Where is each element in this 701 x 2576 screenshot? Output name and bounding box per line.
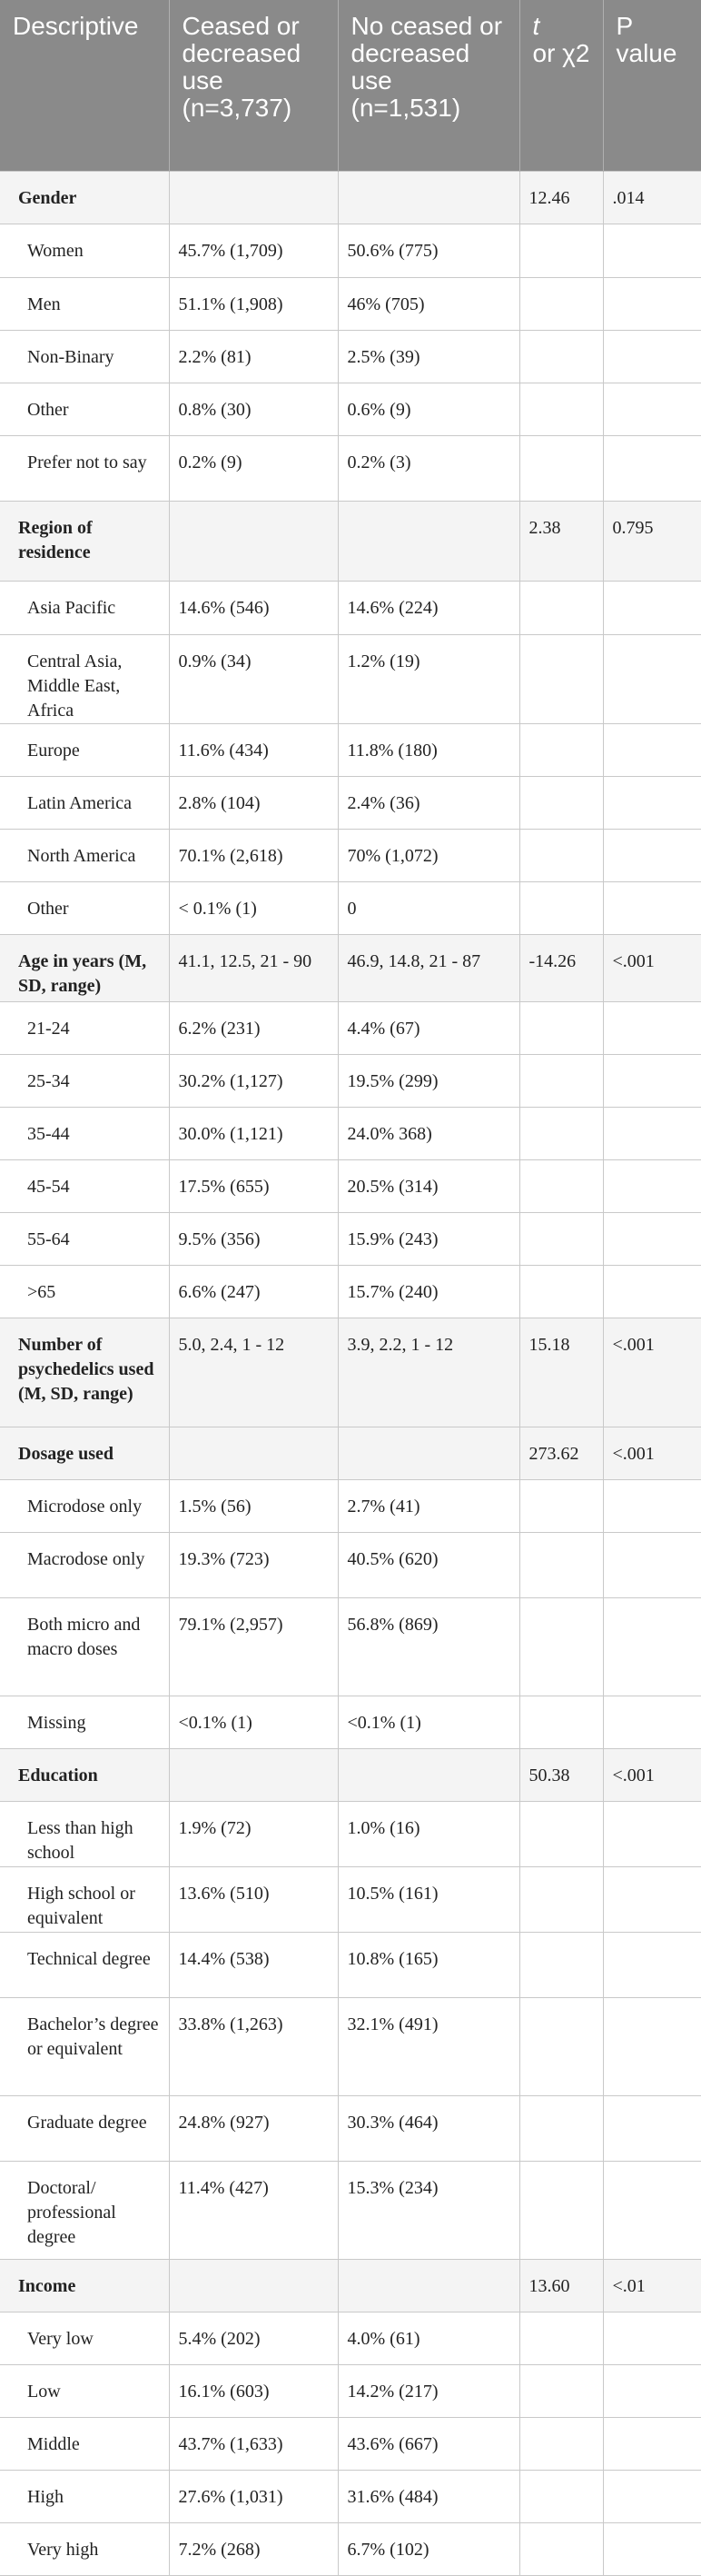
p-value-cell bbox=[603, 2522, 701, 2575]
p-value-cell: <.01 bbox=[603, 2259, 701, 2312]
descriptive-cell: Women bbox=[0, 224, 169, 277]
section-row bbox=[0, 171, 701, 224]
descriptive-cell: Missing bbox=[0, 1696, 169, 1748]
table-row bbox=[0, 224, 701, 277]
table-row bbox=[0, 2417, 701, 2470]
statistic-cell bbox=[519, 330, 603, 383]
ceased-value-cell: 7.2% (268) bbox=[169, 2522, 338, 2575]
no-ceased-value-cell: 2.4% (36) bbox=[338, 776, 519, 829]
p-value-cell bbox=[603, 581, 701, 634]
descriptive-cell: Middle bbox=[0, 2417, 169, 2470]
ceased-value-cell: 2.2% (81) bbox=[169, 330, 338, 383]
ceased-value-cell bbox=[169, 1427, 338, 1479]
descriptive-cell: Low bbox=[0, 2364, 169, 2417]
ceased-value-cell: 1.5% (56) bbox=[169, 1479, 338, 1532]
table-row bbox=[0, 2312, 701, 2364]
ceased-value-cell: 0.2% (9) bbox=[169, 435, 338, 501]
statistic-cell bbox=[519, 2470, 603, 2522]
ceased-value-cell: 79.1% (2,957) bbox=[169, 1597, 338, 1696]
ceased-value-cell: < 0.1% (1) bbox=[169, 881, 338, 934]
statistic-cell bbox=[519, 1212, 603, 1265]
statistic-cell bbox=[519, 2312, 603, 2364]
table-row bbox=[0, 383, 701, 435]
p-value-cell bbox=[603, 634, 701, 723]
descriptive-cell: 35-44 bbox=[0, 1107, 169, 1159]
table-body bbox=[0, 171, 701, 2575]
p-value-cell bbox=[603, 2161, 701, 2259]
statistic-cell bbox=[519, 277, 603, 330]
p-value-cell bbox=[603, 776, 701, 829]
descriptive-cell: Very high bbox=[0, 2522, 169, 2575]
statistic-cell bbox=[519, 634, 603, 723]
ceased-value-cell: 6.6% (247) bbox=[169, 1265, 338, 1318]
statistic-cell bbox=[519, 2522, 603, 2575]
no-ceased-value-cell: 0.2% (3) bbox=[338, 435, 519, 501]
descriptive-cell: 25-34 bbox=[0, 1054, 169, 1107]
p-value-cell bbox=[603, 1265, 701, 1318]
table-row bbox=[0, 1696, 701, 1748]
statistic-cell bbox=[519, 2095, 603, 2161]
statistic-cell bbox=[519, 435, 603, 501]
table-row bbox=[0, 1265, 701, 1318]
descriptive-cell: Asia Pacific bbox=[0, 581, 169, 634]
statistic-cell bbox=[519, 1997, 603, 2095]
ceased-value-cell: 9.5% (356) bbox=[169, 1212, 338, 1265]
p-value-cell bbox=[603, 383, 701, 435]
p-value-cell bbox=[603, 1532, 701, 1597]
statistic-cell: 13.60 bbox=[519, 2259, 603, 2312]
p-value-cell bbox=[603, 277, 701, 330]
section-row bbox=[0, 2259, 701, 2312]
ceased-value-cell: 41.1, 12.5, 21 - 90 bbox=[169, 934, 338, 1001]
header-t: t bbox=[532, 12, 540, 40]
header-descriptive: Descriptive bbox=[0, 0, 169, 171]
table-row bbox=[0, 634, 701, 723]
descriptive-cell: Technical degree bbox=[0, 1932, 169, 1997]
descriptive-cell: Graduate degree bbox=[0, 2095, 169, 2161]
no-ceased-value-cell: 43.6% (667) bbox=[338, 2417, 519, 2470]
no-ceased-value-cell: 15.9% (243) bbox=[338, 1212, 519, 1265]
no-ceased-value-cell: 15.3% (234) bbox=[338, 2161, 519, 2259]
table-row bbox=[0, 1801, 701, 1866]
descriptive-cell: Bachelor’s degree or equivalent bbox=[0, 1997, 169, 2095]
no-ceased-value-cell: 2.5% (39) bbox=[338, 330, 519, 383]
table-row bbox=[0, 829, 701, 881]
statistic-cell bbox=[519, 1932, 603, 1997]
ceased-value-cell bbox=[169, 1748, 338, 1801]
ceased-value-cell: 70.1% (2,618) bbox=[169, 829, 338, 881]
descriptive-cell: Region of residence bbox=[0, 501, 169, 581]
ceased-value-cell: 16.1% (603) bbox=[169, 2364, 338, 2417]
no-ceased-value-cell bbox=[338, 2259, 519, 2312]
ceased-value-cell: 17.5% (655) bbox=[169, 1159, 338, 1212]
ceased-value-cell: 30.0% (1,121) bbox=[169, 1107, 338, 1159]
statistic-cell bbox=[519, 1159, 603, 1212]
descriptive-cell: Dosage used bbox=[0, 1427, 169, 1479]
no-ceased-value-cell: 0.6% (9) bbox=[338, 383, 519, 435]
header-test-statistic bbox=[519, 0, 603, 171]
statistic-cell: 273.62 bbox=[519, 1427, 603, 1479]
ceased-value-cell: 24.8% (927) bbox=[169, 2095, 338, 2161]
ceased-value-cell: 19.3% (723) bbox=[169, 1532, 338, 1597]
no-ceased-value-cell: 31.6% (484) bbox=[338, 2470, 519, 2522]
no-ceased-value-cell: 3.9, 2.2, 1 - 12 bbox=[338, 1318, 519, 1427]
table-row bbox=[0, 1532, 701, 1597]
statistic-cell bbox=[519, 1532, 603, 1597]
section-row bbox=[0, 1318, 701, 1427]
no-ceased-value-cell: 46.9, 14.8, 21 - 87 bbox=[338, 934, 519, 1001]
p-value-cell bbox=[603, 435, 701, 501]
descriptive-cell: Latin America bbox=[0, 776, 169, 829]
descriptive-cell: >65 bbox=[0, 1265, 169, 1318]
p-value-cell: <.001 bbox=[603, 1748, 701, 1801]
statistic-cell bbox=[519, 1801, 603, 1866]
no-ceased-value-cell: 32.1% (491) bbox=[338, 1997, 519, 2095]
descriptive-cell: Other bbox=[0, 383, 169, 435]
ceased-value-cell: 5.0, 2.4, 1 - 12 bbox=[169, 1318, 338, 1427]
ceased-value-cell bbox=[169, 171, 338, 224]
table-row bbox=[0, 277, 701, 330]
p-value-cell bbox=[603, 2312, 701, 2364]
descriptive-cell: Age in years (M, SD, range) bbox=[0, 934, 169, 1001]
no-ceased-value-cell: 30.3% (464) bbox=[338, 2095, 519, 2161]
ceased-value-cell: 13.6% (510) bbox=[169, 1866, 338, 1932]
descriptive-cell: 55-64 bbox=[0, 1212, 169, 1265]
statistic-cell bbox=[519, 581, 603, 634]
descriptive-cell: Doctoral/ professional degree bbox=[0, 2161, 169, 2259]
ceased-value-cell: 33.8% (1,263) bbox=[169, 1997, 338, 2095]
no-ceased-value-cell: 24.0% 368) bbox=[338, 1107, 519, 1159]
table-row bbox=[0, 723, 701, 776]
ceased-value-cell: 45.7% (1,709) bbox=[169, 224, 338, 277]
p-value-cell: .014 bbox=[603, 171, 701, 224]
p-value-cell bbox=[603, 1107, 701, 1159]
descriptive-cell: Europe bbox=[0, 723, 169, 776]
no-ceased-value-cell: 1.0% (16) bbox=[338, 1801, 519, 1866]
statistic-cell: 12.46 bbox=[519, 171, 603, 224]
table-row bbox=[0, 581, 701, 634]
descriptive-cell: Non-Binary bbox=[0, 330, 169, 383]
no-ceased-value-cell: 2.7% (41) bbox=[338, 1479, 519, 1532]
statistic-cell bbox=[519, 2417, 603, 2470]
statistic-cell: 2.38 bbox=[519, 501, 603, 581]
p-value-cell bbox=[603, 1932, 701, 1997]
ceased-value-cell: 14.6% (546) bbox=[169, 581, 338, 634]
p-value-cell bbox=[603, 2470, 701, 2522]
descriptive-cell: High bbox=[0, 2470, 169, 2522]
header-p-value: P value bbox=[603, 0, 701, 171]
table-row bbox=[0, 330, 701, 383]
section-row bbox=[0, 501, 701, 581]
no-ceased-value-cell: 20.5% (314) bbox=[338, 1159, 519, 1212]
statistic-cell: 15.18 bbox=[519, 1318, 603, 1427]
statistic-cell bbox=[519, 224, 603, 277]
table-row bbox=[0, 1054, 701, 1107]
p-value-cell bbox=[603, 1997, 701, 2095]
no-ceased-value-cell: 15.7% (240) bbox=[338, 1265, 519, 1318]
p-value-cell bbox=[603, 2417, 701, 2470]
table-row bbox=[0, 1997, 701, 2095]
p-value-cell: <.001 bbox=[603, 1318, 701, 1427]
statistic-cell bbox=[519, 829, 603, 881]
statistic-cell: 50.38 bbox=[519, 1748, 603, 1801]
ceased-value-cell: 11.4% (427) bbox=[169, 2161, 338, 2259]
no-ceased-value-cell: 4.0% (61) bbox=[338, 2312, 519, 2364]
table-row bbox=[0, 1597, 701, 1696]
no-ceased-value-cell: 10.8% (165) bbox=[338, 1932, 519, 1997]
no-ceased-value-cell bbox=[338, 1748, 519, 1801]
no-ceased-value-cell: 46% (705) bbox=[338, 277, 519, 330]
ceased-value-cell bbox=[169, 501, 338, 581]
header-or-chi: or χ2 bbox=[532, 39, 590, 67]
no-ceased-value-cell: 56.8% (869) bbox=[338, 1597, 519, 1696]
table-row bbox=[0, 2095, 701, 2161]
table-row bbox=[0, 1932, 701, 1997]
p-value-cell bbox=[603, 1597, 701, 1696]
ceased-value-cell: 6.2% (231) bbox=[169, 1001, 338, 1054]
table-row bbox=[0, 776, 701, 829]
no-ceased-value-cell bbox=[338, 1427, 519, 1479]
ceased-value-cell: 0.8% (30) bbox=[169, 383, 338, 435]
statistic-cell bbox=[519, 1001, 603, 1054]
p-value-cell bbox=[603, 224, 701, 277]
ceased-value-cell: 14.4% (538) bbox=[169, 1932, 338, 1997]
descriptive-cell: Microdose only bbox=[0, 1479, 169, 1532]
no-ceased-value-cell: 11.8% (180) bbox=[338, 723, 519, 776]
descriptive-cell: Prefer not to say bbox=[0, 435, 169, 501]
p-value-cell bbox=[603, 2364, 701, 2417]
no-ceased-value-cell: <0.1% (1) bbox=[338, 1696, 519, 1748]
table-header-row bbox=[0, 0, 701, 171]
descriptive-cell: Men bbox=[0, 277, 169, 330]
ceased-value-cell: <0.1% (1) bbox=[169, 1696, 338, 1748]
p-value-cell bbox=[603, 723, 701, 776]
p-value-cell bbox=[603, 330, 701, 383]
descriptive-cell: Education bbox=[0, 1748, 169, 1801]
no-ceased-value-cell: 6.7% (102) bbox=[338, 2522, 519, 2575]
p-value-cell: <.001 bbox=[603, 1427, 701, 1479]
p-value-cell bbox=[603, 1212, 701, 1265]
statistic-cell bbox=[519, 2364, 603, 2417]
ceased-value-cell: 11.6% (434) bbox=[169, 723, 338, 776]
table-row bbox=[0, 1866, 701, 1932]
table-row bbox=[0, 2522, 701, 2575]
no-ceased-value-cell: 0 bbox=[338, 881, 519, 934]
p-value-cell bbox=[603, 1159, 701, 1212]
no-ceased-value-cell bbox=[338, 171, 519, 224]
no-ceased-value-cell: 40.5% (620) bbox=[338, 1532, 519, 1597]
section-row bbox=[0, 1427, 701, 1479]
p-value-cell bbox=[603, 829, 701, 881]
descriptive-cell: 45-54 bbox=[0, 1159, 169, 1212]
statistic-cell bbox=[519, 881, 603, 934]
no-ceased-value-cell: 1.2% (19) bbox=[338, 634, 519, 723]
statistic-cell bbox=[519, 1107, 603, 1159]
descriptive-cell: North America bbox=[0, 829, 169, 881]
header-no-ceased-use: No ceased or decreased use (n=1,531) bbox=[338, 0, 519, 171]
p-value-cell bbox=[603, 2095, 701, 2161]
ceased-value-cell: 1.9% (72) bbox=[169, 1801, 338, 1866]
p-value-cell bbox=[603, 1866, 701, 1932]
no-ceased-value-cell: 14.2% (217) bbox=[338, 2364, 519, 2417]
table-row bbox=[0, 435, 701, 501]
p-value-cell bbox=[603, 1054, 701, 1107]
descriptive-cell: Both micro and macro doses bbox=[0, 1597, 169, 1696]
descriptive-cell: Income bbox=[0, 2259, 169, 2312]
no-ceased-value-cell bbox=[338, 501, 519, 581]
header-ceased-use: Ceased or decreased use (n=3,737) bbox=[169, 0, 338, 171]
p-value-cell: 0.795 bbox=[603, 501, 701, 581]
p-value-cell bbox=[603, 1801, 701, 1866]
descriptive-cell: Number of psychedelics used (M, SD, range) bbox=[0, 1318, 169, 1427]
statistic-cell bbox=[519, 1479, 603, 1532]
statistic-cell bbox=[519, 1597, 603, 1696]
statistic-cell bbox=[519, 2161, 603, 2259]
statistic-cell bbox=[519, 1866, 603, 1932]
descriptive-cell: Less than high school bbox=[0, 1801, 169, 1866]
no-ceased-value-cell: 14.6% (224) bbox=[338, 581, 519, 634]
table-row bbox=[0, 881, 701, 934]
table-row bbox=[0, 1001, 701, 1054]
table-row bbox=[0, 2364, 701, 2417]
statistic-cell bbox=[519, 1054, 603, 1107]
p-value-cell: <.001 bbox=[603, 934, 701, 1001]
ceased-value-cell: 27.6% (1,031) bbox=[169, 2470, 338, 2522]
p-value-cell bbox=[603, 1479, 701, 1532]
statistic-cell: -14.26 bbox=[519, 934, 603, 1001]
statistic-cell bbox=[519, 1696, 603, 1748]
table-row bbox=[0, 1479, 701, 1532]
descriptive-cell: High school or equivalent bbox=[0, 1866, 169, 1932]
descriptive-cell: Very low bbox=[0, 2312, 169, 2364]
statistic-cell bbox=[519, 383, 603, 435]
p-value-cell bbox=[603, 1696, 701, 1748]
ceased-value-cell: 5.4% (202) bbox=[169, 2312, 338, 2364]
ceased-value-cell: 30.2% (1,127) bbox=[169, 1054, 338, 1107]
ceased-value-cell: 2.8% (104) bbox=[169, 776, 338, 829]
table-row bbox=[0, 2470, 701, 2522]
table-row bbox=[0, 1107, 701, 1159]
section-row bbox=[0, 1748, 701, 1801]
p-value-cell bbox=[603, 1001, 701, 1054]
descriptive-cell: Macrodose only bbox=[0, 1532, 169, 1597]
p-value-cell bbox=[603, 881, 701, 934]
statistic-cell bbox=[519, 723, 603, 776]
table-row bbox=[0, 2161, 701, 2259]
no-ceased-value-cell: 4.4% (67) bbox=[338, 1001, 519, 1054]
no-ceased-value-cell: 50.6% (775) bbox=[338, 224, 519, 277]
ceased-value-cell: 43.7% (1,633) bbox=[169, 2417, 338, 2470]
ceased-value-cell: 51.1% (1,908) bbox=[169, 277, 338, 330]
statistic-cell bbox=[519, 1265, 603, 1318]
no-ceased-value-cell: 10.5% (161) bbox=[338, 1866, 519, 1932]
descriptive-cell: Gender bbox=[0, 171, 169, 224]
no-ceased-value-cell: 70% (1,072) bbox=[338, 829, 519, 881]
ceased-value-cell: 0.9% (34) bbox=[169, 634, 338, 723]
descriptive-cell: Central Asia, Middle East, Africa bbox=[0, 634, 169, 723]
no-ceased-value-cell: 19.5% (299) bbox=[338, 1054, 519, 1107]
descriptive-cell: Other bbox=[0, 881, 169, 934]
section-row bbox=[0, 934, 701, 1001]
statistic-cell bbox=[519, 776, 603, 829]
descriptive-cell: 21-24 bbox=[0, 1001, 169, 1054]
table-row bbox=[0, 1159, 701, 1212]
ceased-value-cell bbox=[169, 2259, 338, 2312]
table-row bbox=[0, 1212, 701, 1265]
